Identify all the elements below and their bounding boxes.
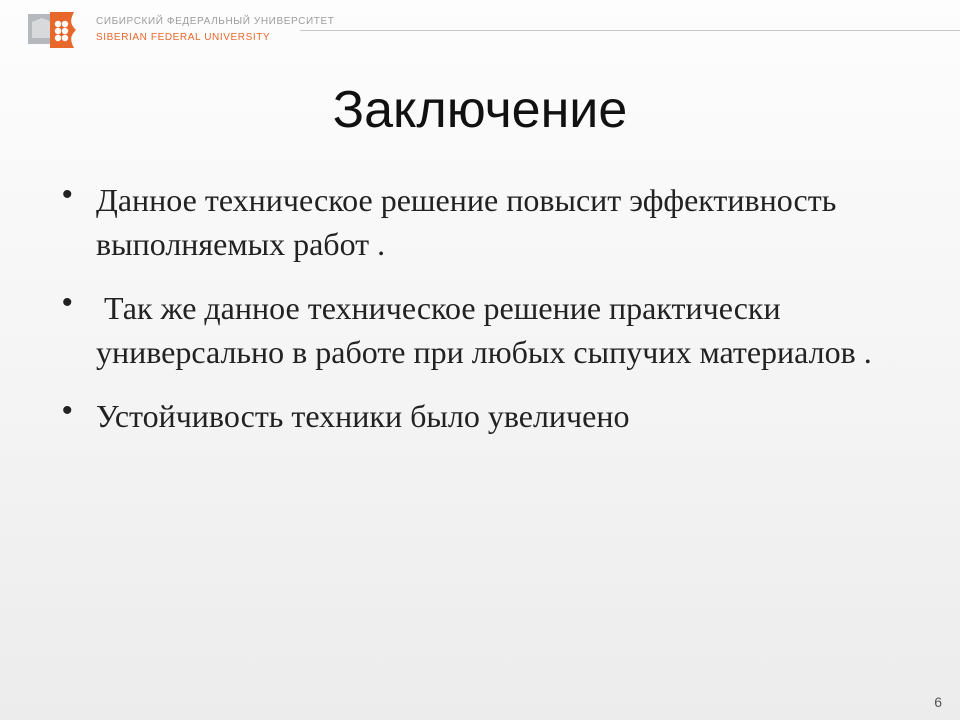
bullet-item (58, 178, 908, 266)
bullet-icon: • (62, 394, 73, 427)
bullet-text: Устойчивость техники было увеличено (96, 398, 630, 434)
bullet-list (58, 178, 908, 458)
bullet-icon: • (62, 286, 73, 319)
bullet-text: Так же данное техническое решение практически универсально в работе при любых сыпучих материалов . (96, 290, 872, 370)
page-number: 6 (934, 694, 942, 710)
header-divider (300, 30, 960, 31)
university-name (96, 14, 334, 46)
university-name-ru: СИБИРСКИЙ ФЕДЕРАЛЬНЫЙ УНИВЕРСИТЕТ (96, 16, 335, 27)
bullet-item (58, 286, 908, 374)
university-name-en: SIBERIAN FEDERAL UNIVERSITY (96, 32, 271, 43)
bullet-text: Данное техническое решение повысит эффективность выполняемых работ . (96, 182, 837, 262)
slide-title: Заключение (332, 81, 628, 139)
bullet-icon: • (62, 178, 73, 211)
bullet-item (58, 394, 908, 438)
university-logo-icon (26, 10, 78, 50)
